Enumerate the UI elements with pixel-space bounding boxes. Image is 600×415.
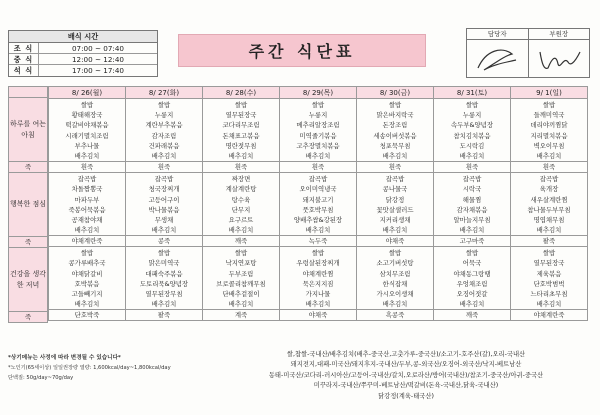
menu-cell xyxy=(511,247,588,310)
menu-item: 명란젓무침 xyxy=(225,141,257,150)
menu-item: 콩가루배추국 xyxy=(68,259,106,268)
menu-item: 짜장면 xyxy=(231,175,251,184)
menu-item: 쌀밥 xyxy=(157,249,171,258)
menu-item: 건파래볶음 xyxy=(148,141,180,150)
menu-item: 차돌짬뽕국 xyxy=(71,185,103,194)
menu-item: 배추김치 xyxy=(305,226,331,235)
porridge-label: 죽 xyxy=(8,312,48,323)
day-header: 9/ 1(일) xyxy=(511,87,588,99)
menu-item: 제육볶음 xyxy=(536,269,562,278)
porridge-cell: 단호박죽 xyxy=(49,310,126,321)
approval-box xyxy=(466,28,590,78)
origin-line: 미꾸라지-국내산/쭈꾸미-베트남산/떡갈비(돈육-국내산,닭육-국내산) xyxy=(313,382,499,390)
meal-section-row xyxy=(49,247,588,310)
menu-item: 계란부추볶음 xyxy=(145,121,183,130)
menu-item: 맑은미역국 xyxy=(148,259,180,268)
menu-item: 배추김치 xyxy=(305,300,331,309)
signature-director-icon xyxy=(534,42,584,76)
porridge-cell: 흰죽 xyxy=(203,162,280,173)
menu-item: 쌀밥 xyxy=(80,249,94,258)
porridge-cell: 콩죽 xyxy=(126,236,203,247)
menu-item: 마파두부 xyxy=(74,195,100,204)
menu-item: 단배추겉절이 xyxy=(222,290,260,298)
porridge-cell: 야채죽 xyxy=(280,310,357,321)
menu-item: 배추김치 xyxy=(459,300,485,309)
menu-item: 브로콜리참깨무침 xyxy=(216,279,266,288)
menu-item: 지리멸치볶음 xyxy=(530,131,568,140)
menu-item: 어묵국 xyxy=(462,259,482,268)
day-header: 8/ 29(목) xyxy=(280,87,357,99)
menu-item: 잡곡밥 xyxy=(385,175,405,184)
menu-item: 배추김치 xyxy=(536,151,562,160)
menu-item: 꽃맛살샐러드 xyxy=(376,205,414,214)
menu-item: 돈채표고볶음 xyxy=(222,131,260,140)
menu-item: 두부조림 xyxy=(228,269,254,278)
porridge-row xyxy=(49,310,588,321)
meal-time-label: 석 식 xyxy=(9,65,39,76)
meal-time-value: 17:00 ~ 17:40 xyxy=(71,66,125,75)
menu-item: 고등어구이 xyxy=(148,195,180,204)
signature-director xyxy=(529,40,590,77)
menu-item: 돼지불고기 xyxy=(302,195,334,204)
menu-item: 잡곡밥 xyxy=(154,175,174,184)
menu-item: 쌀밥 xyxy=(388,249,402,258)
menu-item: 감자채볶음 xyxy=(456,205,488,214)
porridge-label: 죽 xyxy=(8,237,48,248)
menu-cell xyxy=(357,247,434,310)
origin-line: 닭강정(계육-태국산) xyxy=(378,392,434,400)
meal-time-value: 07:00 ~ 07:40 xyxy=(71,44,125,53)
menu-item: 배추김치 xyxy=(151,300,177,309)
meal-time-row xyxy=(9,65,157,76)
menu-cell xyxy=(280,99,357,162)
day-header: 8/ 31(토) xyxy=(434,87,511,99)
porridge-cell: 고구마죽 xyxy=(434,236,511,247)
menu-item: 죽봉어묵볶음 xyxy=(68,205,106,214)
menu-cell xyxy=(49,247,126,310)
section-label: 하루를 여는 아침 xyxy=(8,98,48,162)
menu-item: 도토리묵&양념장 xyxy=(139,279,189,288)
menu-item: 누룽지 xyxy=(462,111,482,120)
menu-item: 누룽지 xyxy=(308,111,328,120)
menu-item: 박나물볶음 xyxy=(148,205,180,214)
menu-cell xyxy=(511,173,588,236)
porridge-cell: 깨죽 xyxy=(434,310,511,321)
porridge-row xyxy=(49,162,588,173)
menu-item: 벽오이무침 xyxy=(533,141,565,150)
section-labels xyxy=(8,86,48,323)
menu-item: 시래기멸치조림 xyxy=(65,131,109,140)
porridge-cell: 흰죽 xyxy=(434,162,511,173)
menu-cell xyxy=(49,173,126,236)
menu-item: 소고기버섯탕 xyxy=(376,259,414,268)
menu-item: 배추김치 xyxy=(536,300,562,309)
menu-item: 속두부&양념장 xyxy=(450,121,494,130)
menu-item: 알마늘지무침 xyxy=(453,215,491,224)
menu-item: 대패숙주볶음 xyxy=(145,269,183,278)
menu-item: 배추김치 xyxy=(459,151,485,160)
page-title: 주간 식단표 xyxy=(178,34,426,67)
menu-item: 열무된장무침 xyxy=(145,290,183,298)
menu-item: 배추김치 xyxy=(536,226,562,235)
menu-item: 배추김치 xyxy=(74,151,100,160)
menu-item: 단무지 xyxy=(231,205,251,214)
menu-item: 쌀밥 xyxy=(465,249,479,258)
menu-item: 삼치무조림 xyxy=(379,269,411,278)
porridge-cell: 흰죽 xyxy=(357,162,434,173)
menu-item: 야채계란찜 xyxy=(302,269,334,278)
meal-time-row xyxy=(9,54,157,65)
menu-item: 참치김치볶음 xyxy=(453,131,491,140)
porridge-cell: 계죽 xyxy=(203,310,280,321)
menu-item: 탕수육 xyxy=(231,195,251,204)
menu-item: 배추김치 xyxy=(382,226,408,235)
menu-cell xyxy=(126,99,203,162)
menu-item: 열무된장국 xyxy=(225,111,257,120)
menu-item: 한식잡채 xyxy=(382,279,408,288)
menu-item: 쌀밥 xyxy=(542,101,556,109)
section-label: 건강을 생각한 저녁 xyxy=(8,248,48,312)
menu-cell xyxy=(434,99,511,162)
origin-line: 동태-미국산/코다리-러시아산/고등어-국내산/갈치,오로라산/방어(국내산)/참조기-중국산/아귀-중국산 xyxy=(268,371,544,379)
menu-item: 청포묵무침 xyxy=(379,141,411,150)
menu-item: 가시오이생채 xyxy=(376,290,414,298)
menu-item: 우엉채조림 xyxy=(456,279,488,288)
menu-item: 무생채 xyxy=(154,215,174,224)
meal-time-label: 조 식 xyxy=(9,43,39,53)
meal-section-row xyxy=(49,173,588,236)
meal-time-value: 12:00 ~ 12:40 xyxy=(71,55,125,64)
menu-item: 낙지연포탕 xyxy=(225,259,257,268)
menu-item: 데리야끼찜닭 xyxy=(530,121,568,130)
menu-item: 쌀밥 xyxy=(234,249,248,258)
menu-item: 야채동그랑땡 xyxy=(453,269,491,278)
menu-cell xyxy=(357,99,434,162)
menu-item: 양배추쌈&강된장 xyxy=(293,215,343,224)
menu-item: 배추김치 xyxy=(151,151,177,160)
label-corner xyxy=(8,86,48,98)
menu-cell xyxy=(434,247,511,310)
menu-item: 잡곡밥 xyxy=(539,175,559,184)
approval-director-label: 부원장 xyxy=(529,29,590,40)
menu-item: 들깨미역국 xyxy=(533,111,565,120)
meal-section-row xyxy=(49,99,588,162)
day-header-row xyxy=(49,87,588,99)
menu-item: 쌀밥 xyxy=(80,101,94,109)
origin-line: 돼지전지,대패-미국산/돼지후지-국내산/두부,콩-외국산/오징어-외국산/낙지-베트남산 xyxy=(290,361,522,369)
menu-cell xyxy=(203,173,280,236)
menu-item: 누룽지 xyxy=(154,111,174,120)
porridge-cell: 팥죽 xyxy=(126,310,203,321)
porridge-cell: 팥죽 xyxy=(511,236,588,247)
meal-time-label: 중 식 xyxy=(9,54,39,64)
meal-time-box xyxy=(8,30,158,77)
menu-item: 쌀밥 xyxy=(465,101,479,109)
menu-cell xyxy=(126,173,203,236)
menu-item: 열무된장국 xyxy=(533,259,565,268)
menu-item: 명엽채무침 xyxy=(533,215,565,224)
menu-item: 배추김치 xyxy=(305,151,331,160)
menu-item: 쌀밥 xyxy=(388,101,402,109)
menu-item: 맑은바지락국 xyxy=(376,111,414,120)
origin-line: 쌀,찹쌀-국내산/배추김치(배추-중국산,고춧가루-중국산)/소고기-호주산(갈),오리-국내산 xyxy=(286,351,526,358)
menu-item: 배추김치 xyxy=(151,226,177,235)
menu-item: 육개장 xyxy=(539,185,559,194)
day-header: 8/ 26(월) xyxy=(49,87,126,99)
menu-item: 우렁살된장찌개 xyxy=(296,259,340,268)
menu-item: 쌀밥 xyxy=(542,249,556,258)
menu-item: 새우살계란찜 xyxy=(530,195,568,204)
menu-item: 메추리알장조림 xyxy=(296,121,340,130)
menu-item: 감자조림 xyxy=(151,131,177,140)
menu-item: 계살계란탕 xyxy=(225,185,257,194)
menu-item: 오이미역냉국 xyxy=(299,185,337,194)
menu-item: 고추장멸치볶음 xyxy=(296,141,340,150)
menu-item: 배추김치 xyxy=(74,300,100,309)
menu-item: 닭강정 xyxy=(385,195,405,204)
menu-cell xyxy=(126,247,203,310)
porridge-cell: 깨죽 xyxy=(203,236,280,247)
menu-cell xyxy=(280,173,357,236)
meal-time-title: 배식 시간 xyxy=(9,31,157,43)
menu-item: 배추김치 xyxy=(74,226,100,235)
menu-item: 배추김치 xyxy=(228,226,254,235)
notes-calorie: *노인기(65세이상) 일일권장량 열량: 1,600kcal/day~1,800kcal/day xyxy=(8,365,171,371)
menu-item: 쌀밥 xyxy=(234,101,248,109)
menu-item: 단호박범벅 xyxy=(533,279,565,288)
menu-item: 청국장찌개 xyxy=(148,185,180,194)
menu-item: 배추김치 xyxy=(382,300,408,309)
menu-item: 부추나물 xyxy=(74,141,100,150)
notes-change-warning: *상기메뉴는 사정에 따라 변경될 수 있습니다* xyxy=(8,355,121,361)
menu-item: 느타리초무침 xyxy=(530,290,568,298)
day-header: 8/ 27(화) xyxy=(126,87,203,99)
menu-item: 쌀밥 xyxy=(311,249,325,258)
menu-item: 고들빼기지 xyxy=(71,290,103,298)
porridge-label: 죽 xyxy=(8,162,48,173)
menu-item: 참나물두부무침 xyxy=(527,205,571,214)
day-header: 8/ 28(수) xyxy=(203,87,280,99)
porridge-cell: 흰죽 xyxy=(511,162,588,173)
menu-item: 쌀밥 xyxy=(157,101,171,109)
signature-staff xyxy=(467,40,528,77)
meal-time-row xyxy=(9,43,157,54)
day-header: 8/ 30(금) xyxy=(357,87,434,99)
porridge-cell: 흰죽 xyxy=(280,162,357,173)
menu-cell xyxy=(203,99,280,162)
approval-col-staff xyxy=(467,29,529,77)
menu-item: 배추김치 xyxy=(459,226,485,235)
menu-item: 미역줄기볶음 xyxy=(299,131,337,140)
porridge-cell: 야채계란죽 xyxy=(49,236,126,247)
menu-item: 잡곡밥 xyxy=(77,175,97,184)
porridge-cell: 흰죽 xyxy=(49,162,126,173)
menu-item: 야채닭갈비 xyxy=(71,269,103,278)
approval-col-director xyxy=(529,29,590,77)
menu-item: 공재참야채 xyxy=(71,215,103,224)
menu-item: 배추김치 xyxy=(228,151,254,160)
menu-item: 도시락김 xyxy=(459,141,485,150)
porridge-cell: 흰죽 xyxy=(126,162,203,173)
menu-cell xyxy=(203,247,280,310)
signature-staff-icon xyxy=(472,42,522,76)
menu-item: 호박볶음 xyxy=(74,279,100,288)
porridge-cell: 흑콩죽 xyxy=(357,310,434,321)
menu-item: 황태해장국 xyxy=(71,111,103,120)
origin-info xyxy=(218,350,594,402)
menu-cell xyxy=(511,99,588,162)
menu-item: 콩나물국 xyxy=(382,185,408,194)
menu-item: 세송이버섯볶음 xyxy=(373,131,417,140)
menu-item: 요구르트 xyxy=(228,215,254,224)
menu-item: 돈장조림 xyxy=(382,121,408,130)
menu-item: 오징어젓갈 xyxy=(456,290,488,298)
porridge-cell: 야채죽 xyxy=(357,236,434,247)
menu-item: 가지나물 xyxy=(305,290,331,298)
menu-item: 해물찜 xyxy=(462,195,482,204)
menu-item: 잡곡밥 xyxy=(462,175,482,184)
weekly-menu-table xyxy=(48,86,588,321)
menu-item: 시락국 xyxy=(462,185,482,194)
approval-staff-label: 담당자 xyxy=(467,29,528,40)
porridge-cell: 야채계란죽 xyxy=(511,310,588,321)
porridge-cell: 녹두죽 xyxy=(280,236,357,247)
menu-item: 지커리생채 xyxy=(379,215,411,224)
menu-item: 배추김치 xyxy=(382,151,408,160)
menu-item: 코다리무조림 xyxy=(222,121,260,130)
menu-cell xyxy=(49,99,126,162)
menu-cell xyxy=(280,247,357,310)
menu-cell xyxy=(357,173,434,236)
menu-item: 떡갈비야채볶음 xyxy=(65,121,109,130)
notes-protein: 단백질: 50g/day~70g/day xyxy=(8,375,74,381)
menu-item: 잡곡밥 xyxy=(308,175,328,184)
menu-cell xyxy=(434,173,511,236)
porridge-row xyxy=(49,236,588,247)
menu-item: 쌀밥 xyxy=(311,101,325,109)
notes xyxy=(8,353,171,383)
menu-item: 풋호박무침 xyxy=(302,205,334,214)
menu-item: 묵은지지짐 xyxy=(302,279,334,288)
menu-item: 배추김치 xyxy=(228,300,254,309)
section-label: 행복한 점심 xyxy=(8,173,48,237)
